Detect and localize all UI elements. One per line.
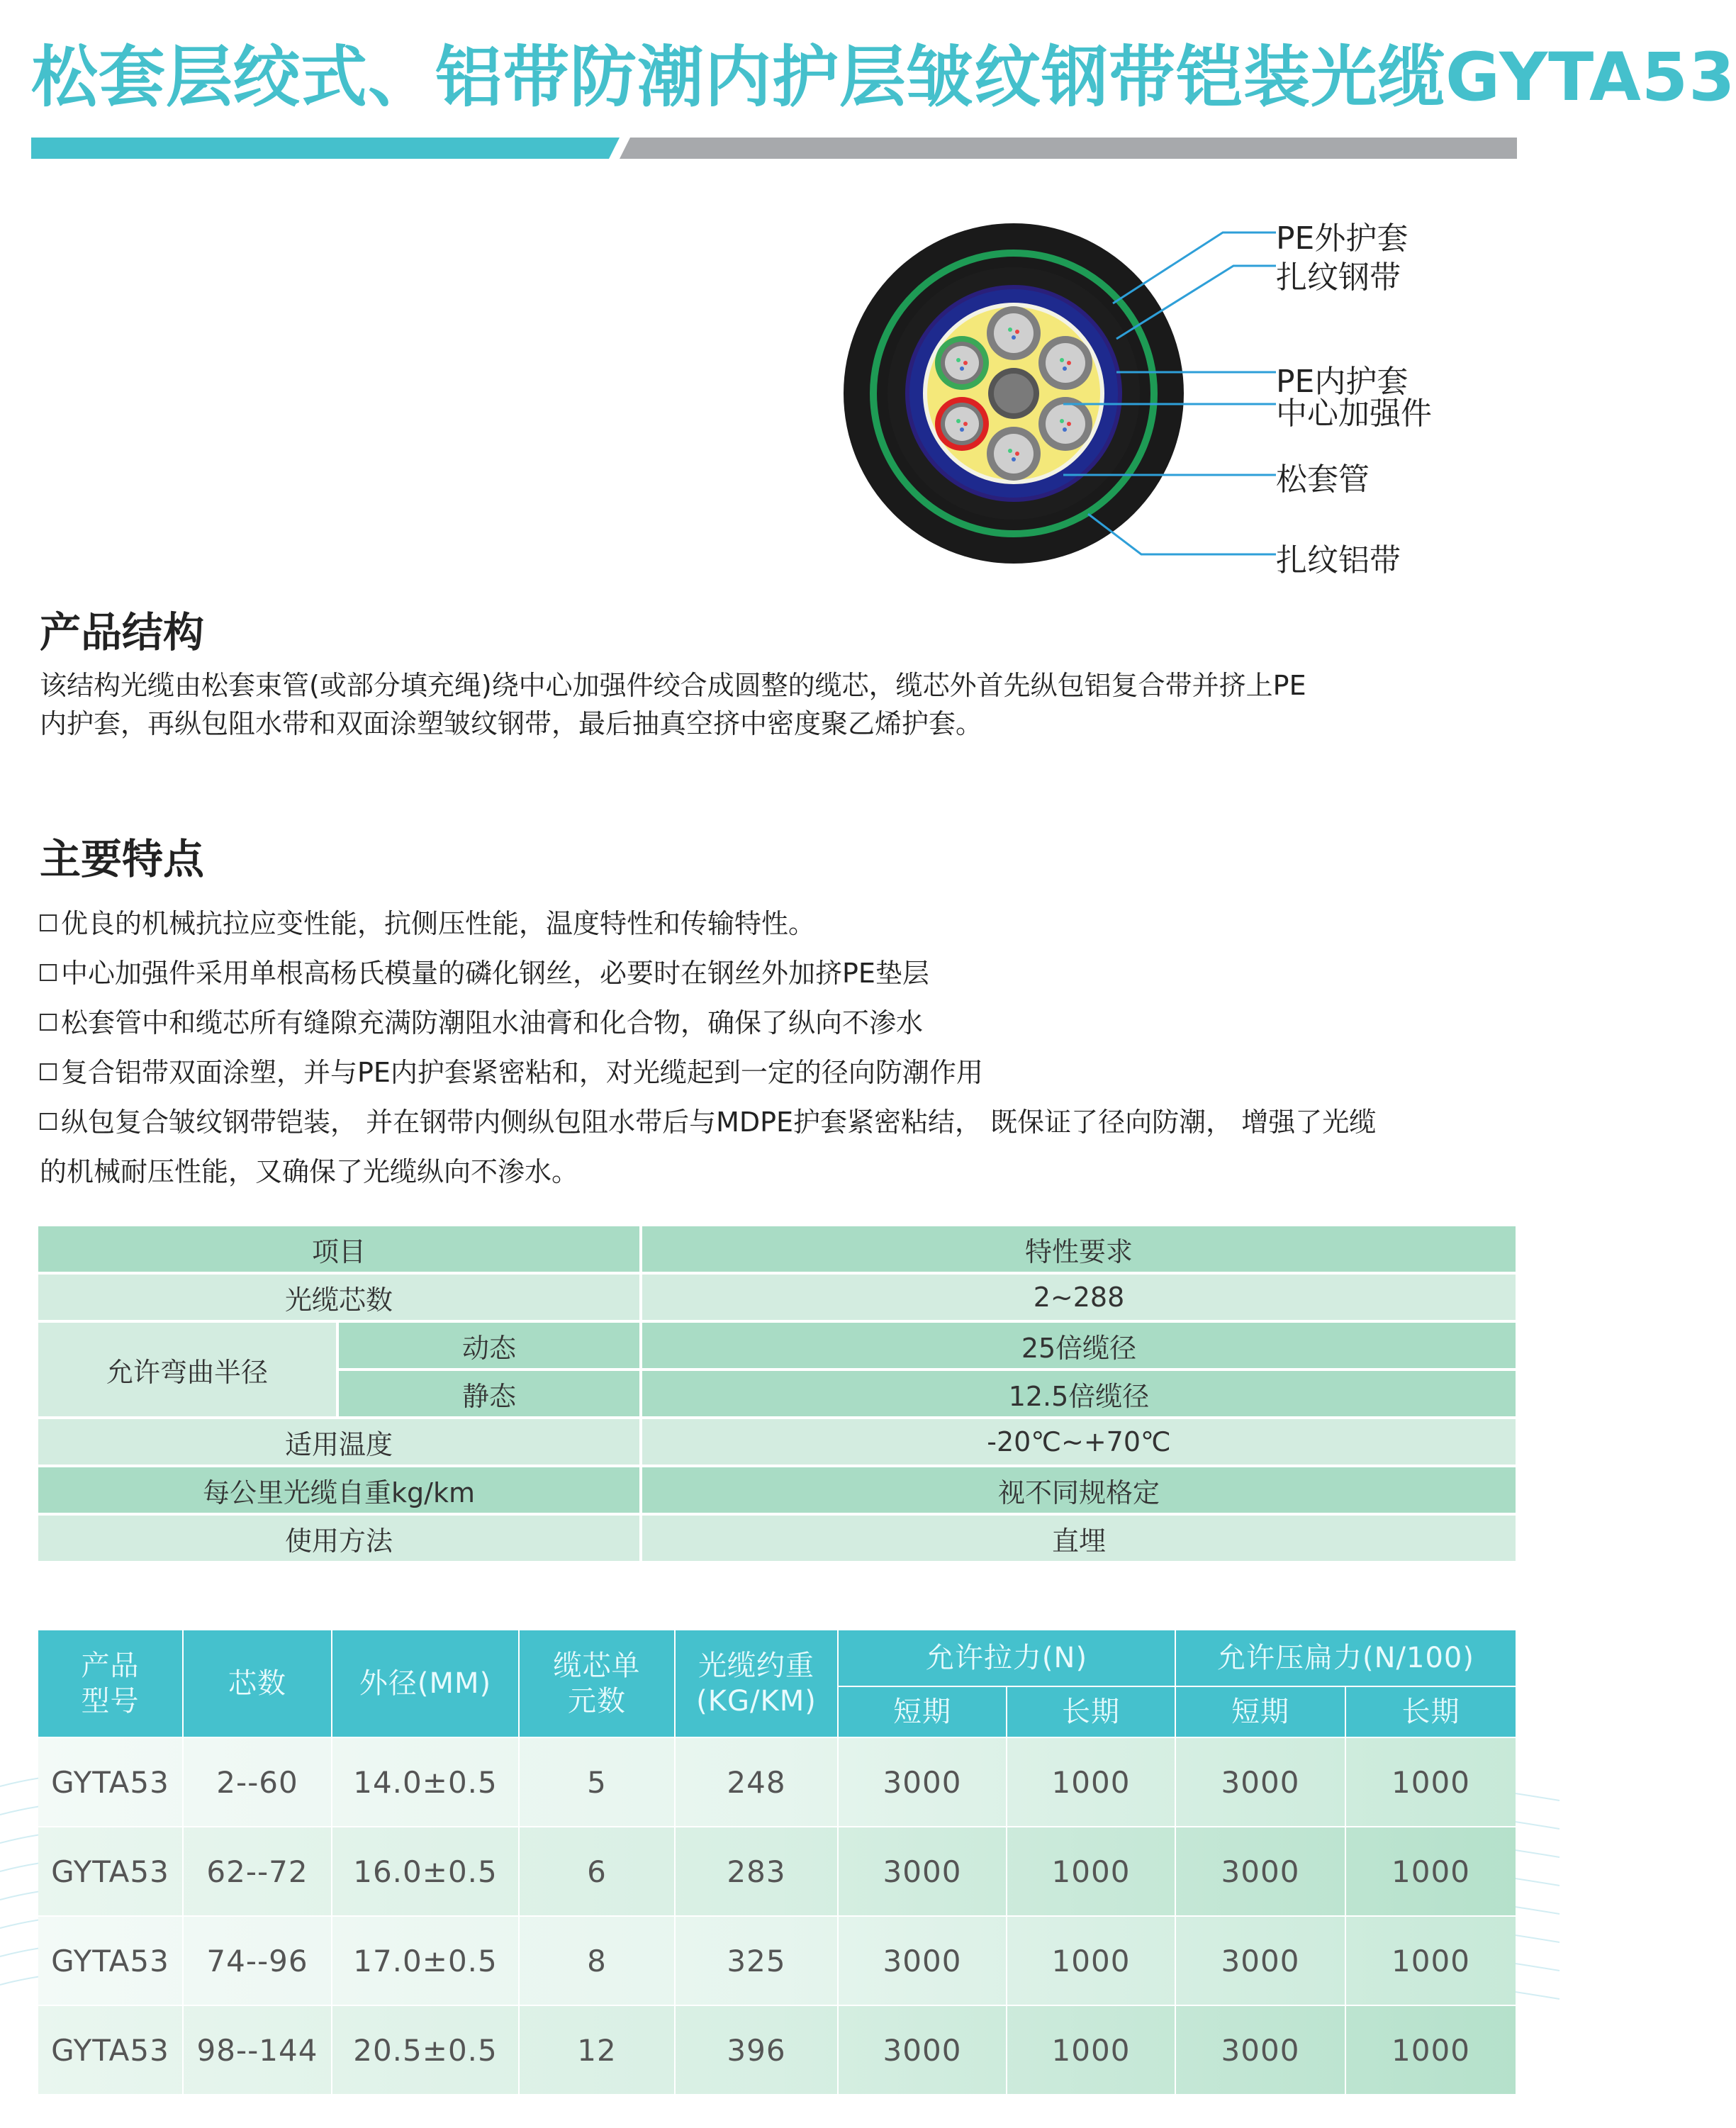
cell-tensile-long: 1000 (1051, 1943, 1131, 1978)
structure-line-2: 内护套，再纵包阻水带和双面涂塑皱纹钢带，最后抽真空挤中密度聚乙烯护套。 (40, 708, 983, 739)
cell-crush-long: 1000 (1391, 2032, 1470, 2068)
grid-line (674, 1630, 676, 2094)
label-pe-outer-sheath: PE外护套 (1276, 220, 1409, 257)
cell-crush-short: 3000 (1221, 1943, 1300, 1978)
spec-temp-value: -20℃~+70℃ (642, 1419, 1516, 1465)
grid-line (38, 1915, 1516, 1917)
header-outer-diameter: 外径(MM) (332, 1630, 518, 1737)
cell-outer-diameter: 14.0±0.5 (353, 1764, 498, 1800)
cell-core-units: 8 (587, 1943, 607, 1978)
header-tensile-short: 短期 (839, 1687, 1006, 1737)
product-table (38, 1630, 1516, 2098)
cell-weight: 248 (727, 1764, 786, 1800)
header-weight: 光缆约重(KG/KM) (676, 1630, 837, 1737)
cell-core-units: 12 (577, 2032, 617, 2068)
structure-paragraph (40, 666, 1514, 743)
spec-weight-value: 视不同规格定 (642, 1467, 1516, 1513)
cell-cores: 62--72 (206, 1854, 308, 1889)
cell-model: GYTA53 (51, 1943, 169, 1978)
features-list (40, 899, 1528, 1197)
header-tensile-long: 长期 (1007, 1687, 1175, 1737)
cell-weight: 283 (727, 1854, 786, 1889)
cell-core-units: 6 (587, 1854, 607, 1889)
spec-bend-static-value: 12.5倍缆径 (642, 1371, 1516, 1416)
cell-outer-diameter: 20.5±0.5 (353, 2032, 498, 2068)
cell-cores: 98--144 (196, 2032, 318, 2068)
checkbox-bullet-icon (40, 914, 57, 931)
spec-bend-dynamic: 动态 (339, 1323, 639, 1368)
spec-header-item: 项目 (38, 1226, 639, 1272)
grid-line (518, 1630, 520, 2094)
label-pe-inner-sheath: PE内护套 (1276, 364, 1409, 400)
header-model: 产品型号 (38, 1630, 182, 1737)
structure-heading: 产品结构 (40, 608, 205, 656)
cell-weight: 325 (727, 1943, 786, 1978)
checkbox-bullet-icon (40, 1063, 57, 1080)
cell-model: GYTA53 (51, 1764, 169, 1800)
cell-tensile-long: 1000 (1051, 1854, 1131, 1889)
grid-line (331, 1630, 332, 2094)
grid-line (1175, 1630, 1176, 2094)
header-crush-long: 长期 (1346, 1687, 1516, 1737)
spec-weight-label: 每公里光缆自重kg/km (38, 1467, 639, 1513)
cell-tensile-long: 1000 (1051, 1764, 1131, 1800)
label-center-member: 中心加强件 (1276, 396, 1432, 432)
spec-bend-static: 静态 (339, 1371, 639, 1416)
feature-item: 松套管中和缆芯所有缝隙充满防潮阻水油膏和化合物，确保了纵向不渗水 (40, 998, 1528, 1048)
spec-fiber-count-value: 2~288 (642, 1275, 1516, 1320)
cell-cores: 74--96 (206, 1943, 308, 1978)
cell-crush-long: 1000 (1391, 1854, 1470, 1889)
grid-line (38, 1826, 1516, 1827)
page-title: 松套层绞式、铝带防潮内护层皱纹钢带铠装光缆GYTA53 (31, 39, 1736, 116)
cell-cores: 2--60 (216, 1764, 298, 1800)
cell-crush-long: 1000 (1391, 1943, 1470, 1978)
checkbox-bullet-icon (40, 1113, 57, 1130)
cell-outer-diameter: 16.0±0.5 (353, 1854, 498, 1889)
label-aluminum-tape: 扎纹铝带 (1276, 542, 1401, 578)
cell-weight: 396 (727, 2032, 786, 2068)
feature-item: 纵包复合皱纹钢带铠装， 并在钢带内侧纵包阻水带后与MDPE护套紧密粘结， 既保证了径向防潮， 增强了光缆 (40, 1097, 1528, 1147)
checkbox-bullet-icon (40, 964, 57, 981)
cell-tensile-short: 3000 (883, 1943, 962, 1978)
feature-item-continued: 的机械耐压性能，又确保了光缆纵向不渗水。 (40, 1156, 579, 1187)
spec-table (38, 1226, 1516, 1561)
cell-tensile-short: 3000 (883, 1854, 962, 1889)
features-heading: 主要特点 (40, 835, 205, 883)
grid-line (1006, 1686, 1007, 2094)
header-cores: 芯数 (184, 1630, 331, 1737)
grid-line (837, 1630, 839, 2094)
header-tensile: 允许拉力(N) (839, 1630, 1175, 1686)
grid-line (1345, 1686, 1346, 2094)
cell-tensile-short: 3000 (883, 2032, 962, 2068)
spec-bend-label: 允许弯曲半径 (38, 1323, 336, 1416)
cell-model: GYTA53 (51, 1854, 169, 1889)
feature-item: 中心加强件采用单根高杨氏模量的磷化钢丝，必要时在钢丝外加挤PE垫层 (40, 948, 1528, 998)
spec-temp-label: 适用温度 (38, 1419, 639, 1465)
cell-tensile-long: 1000 (1051, 2032, 1131, 2068)
structure-line-1: 该结构光缆由松套束管(或部分填充绳)绕中心加强件绞合成圆整的缆芯，缆芯外首先纵包铝复合带并挤上PE (40, 670, 1306, 701)
feature-item: 优良的机械抗拉应变性能，抗侧压性能，温度特性和传输特性。 (40, 899, 1528, 948)
spec-bend-dynamic-value: 25倍缆径 (642, 1323, 1516, 1368)
header-crush-short: 短期 (1176, 1687, 1345, 1737)
cell-outer-diameter: 17.0±0.5 (353, 1943, 498, 1978)
grid-line (38, 2005, 1516, 2006)
grid-line (182, 1630, 184, 2094)
cell-crush-short: 3000 (1221, 2032, 1300, 2068)
feature-item: 复合铝带双面涂塑，并与PE内护套紧密粘和，对光缆起到一定的径向防潮作用 (40, 1048, 1528, 1097)
cell-crush-short: 3000 (1221, 1764, 1300, 1800)
spec-fiber-count-label: 光缆芯数 (38, 1275, 639, 1320)
cell-core-units: 5 (587, 1764, 607, 1800)
header-crush: 允许压扁力(N/100) (1176, 1630, 1516, 1686)
cell-crush-short: 3000 (1221, 1854, 1300, 1889)
spec-usage-value: 直埋 (642, 1516, 1516, 1561)
label-steel-tape: 扎纹钢带 (1276, 259, 1401, 296)
checkbox-bullet-icon (40, 1014, 57, 1031)
label-loose-tube: 松套管 (1276, 461, 1370, 498)
cell-tensile-short: 3000 (883, 1764, 962, 1800)
cell-crush-long: 1000 (1391, 1764, 1470, 1800)
cell-model: GYTA53 (51, 2032, 169, 2068)
spec-usage-label: 使用方法 (38, 1516, 639, 1561)
title-underline-bar (31, 138, 1517, 159)
header-core-units: 缆芯单元数 (520, 1630, 674, 1737)
spec-header-requirement: 特性要求 (642, 1226, 1516, 1272)
